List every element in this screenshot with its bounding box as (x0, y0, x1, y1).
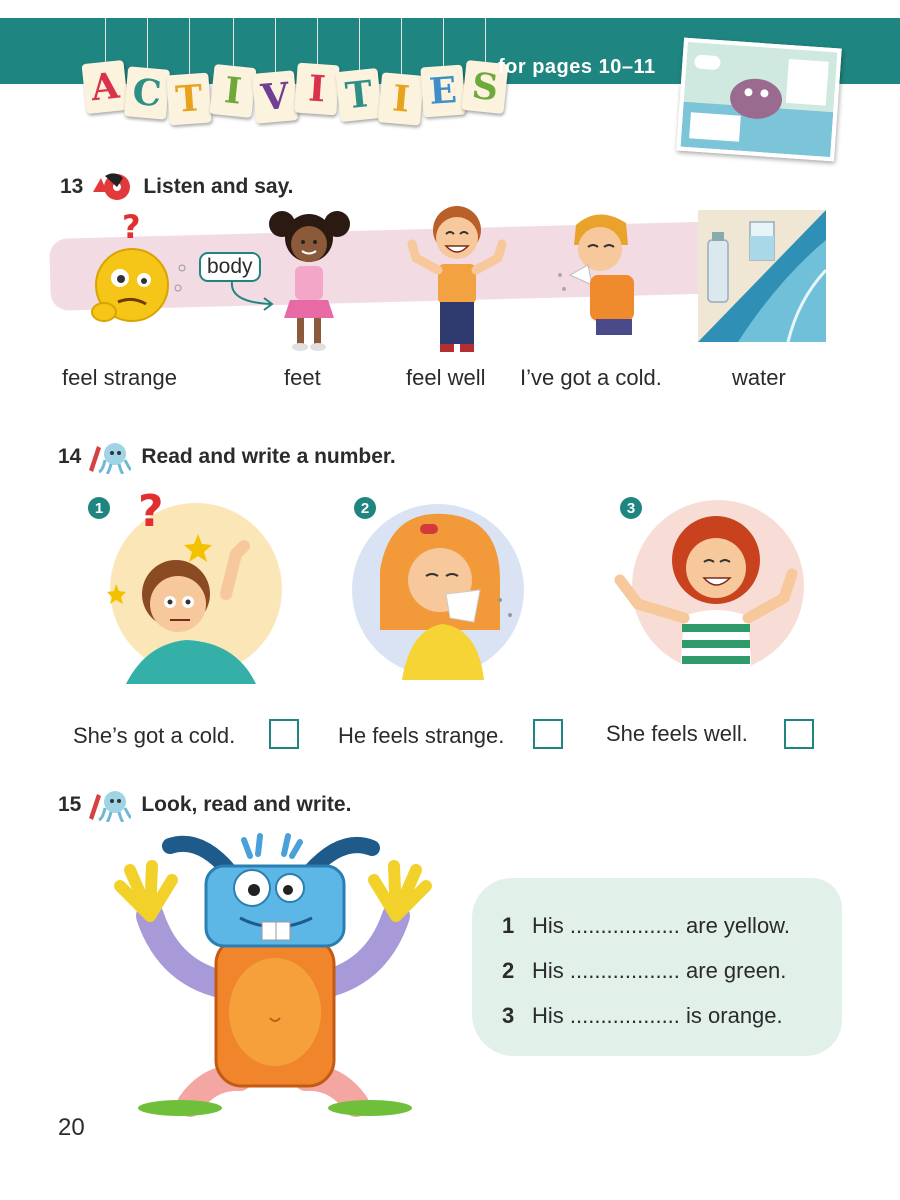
sentence-3: She feels well. (606, 721, 748, 746)
ex15-line-3-number: 3 (502, 1003, 515, 1028)
thumbnail-illustration (681, 42, 838, 157)
cold-girl-picture (350, 500, 540, 680)
ex15-heading (58, 788, 351, 822)
ex14-heading (58, 440, 396, 474)
title-letter-tile: T (166, 73, 211, 126)
title-string (275, 18, 276, 72)
page-number: 20 (58, 1114, 85, 1141)
answer-box-2[interactable] (533, 719, 563, 749)
title-string (105, 18, 106, 62)
octopus-pencil-icon (87, 788, 131, 822)
ex15-line-3 (502, 1003, 783, 1029)
body-label: body (199, 252, 261, 282)
ex15-number: 15 (58, 793, 82, 816)
svg-text:?: ? (122, 210, 141, 246)
title-letter-tile: C (124, 66, 170, 119)
story-thumbnail (676, 38, 841, 162)
title-letter-tile: V (252, 70, 298, 123)
listen-cd-icon (89, 172, 133, 202)
title-string (189, 18, 190, 74)
title-letter-tile: E (420, 65, 465, 118)
title-string (317, 18, 318, 64)
title-string (485, 18, 486, 62)
title-letter-tile: A (82, 60, 129, 114)
ex15-line-2-number: 2 (502, 958, 515, 983)
for-pages-label: for pages 10–11 (498, 56, 656, 78)
sentence-1: She’s got a cold. (73, 723, 236, 748)
caption-feel-well: feel well (406, 365, 486, 390)
answer-box-1[interactable] (269, 719, 299, 749)
octopus-pencil-icon (87, 440, 131, 474)
ex13-heading (60, 172, 294, 202)
ex14-number: 14 (58, 445, 82, 468)
confused-emoji-picture (82, 210, 192, 335)
well-girl-picture (608, 498, 808, 678)
ex15-instruction: Look, read and write. (141, 793, 352, 816)
girl-picture (262, 200, 357, 365)
svg-text:?: ? (138, 486, 164, 537)
ex15-line-1 (502, 913, 790, 939)
strange-boy-picture (86, 474, 286, 684)
happy-boy-picture (402, 198, 512, 358)
ex14-instruction: Read and write a number. (141, 445, 396, 468)
water-picture (698, 210, 826, 342)
title-letter-tile: S (462, 60, 509, 114)
caption-feel-strange: feel strange (62, 365, 177, 390)
title-string (401, 18, 402, 74)
ex15-line-1-text: His .................. are yellow. (532, 913, 790, 938)
caption-water: water (732, 365, 786, 390)
answer-box-3[interactable] (784, 719, 814, 749)
picture-number-1: 1 (88, 497, 110, 519)
ex13-instruction: Listen and say. (143, 175, 294, 198)
title-string (233, 18, 234, 66)
title-letter-tile: I (294, 63, 339, 116)
title-string (443, 18, 444, 66)
sneezing-boy-picture (548, 205, 653, 345)
title-string (359, 18, 360, 70)
caption-feet: feet (284, 365, 321, 390)
title-string (147, 18, 148, 68)
ex15-line-3-text: His .................. is orange. (532, 1003, 783, 1028)
title-letter-tile: I (210, 64, 257, 118)
ex15-line-1-number: 1 (502, 913, 515, 938)
picture-number-3: 3 (620, 497, 642, 519)
ex13-number: 13 (60, 175, 84, 198)
picture-number-2: 2 (354, 497, 376, 519)
sentence-2: He feels strange. (338, 723, 505, 748)
monster-picture (80, 826, 470, 1118)
title-letter-tile: T (336, 68, 383, 122)
ex15-line-2 (502, 958, 786, 984)
caption-cold: I’ve got a cold. (520, 365, 662, 390)
ex15-line-2-text: His .................. are green. (532, 958, 787, 983)
title-letter-tile: I (378, 72, 424, 125)
